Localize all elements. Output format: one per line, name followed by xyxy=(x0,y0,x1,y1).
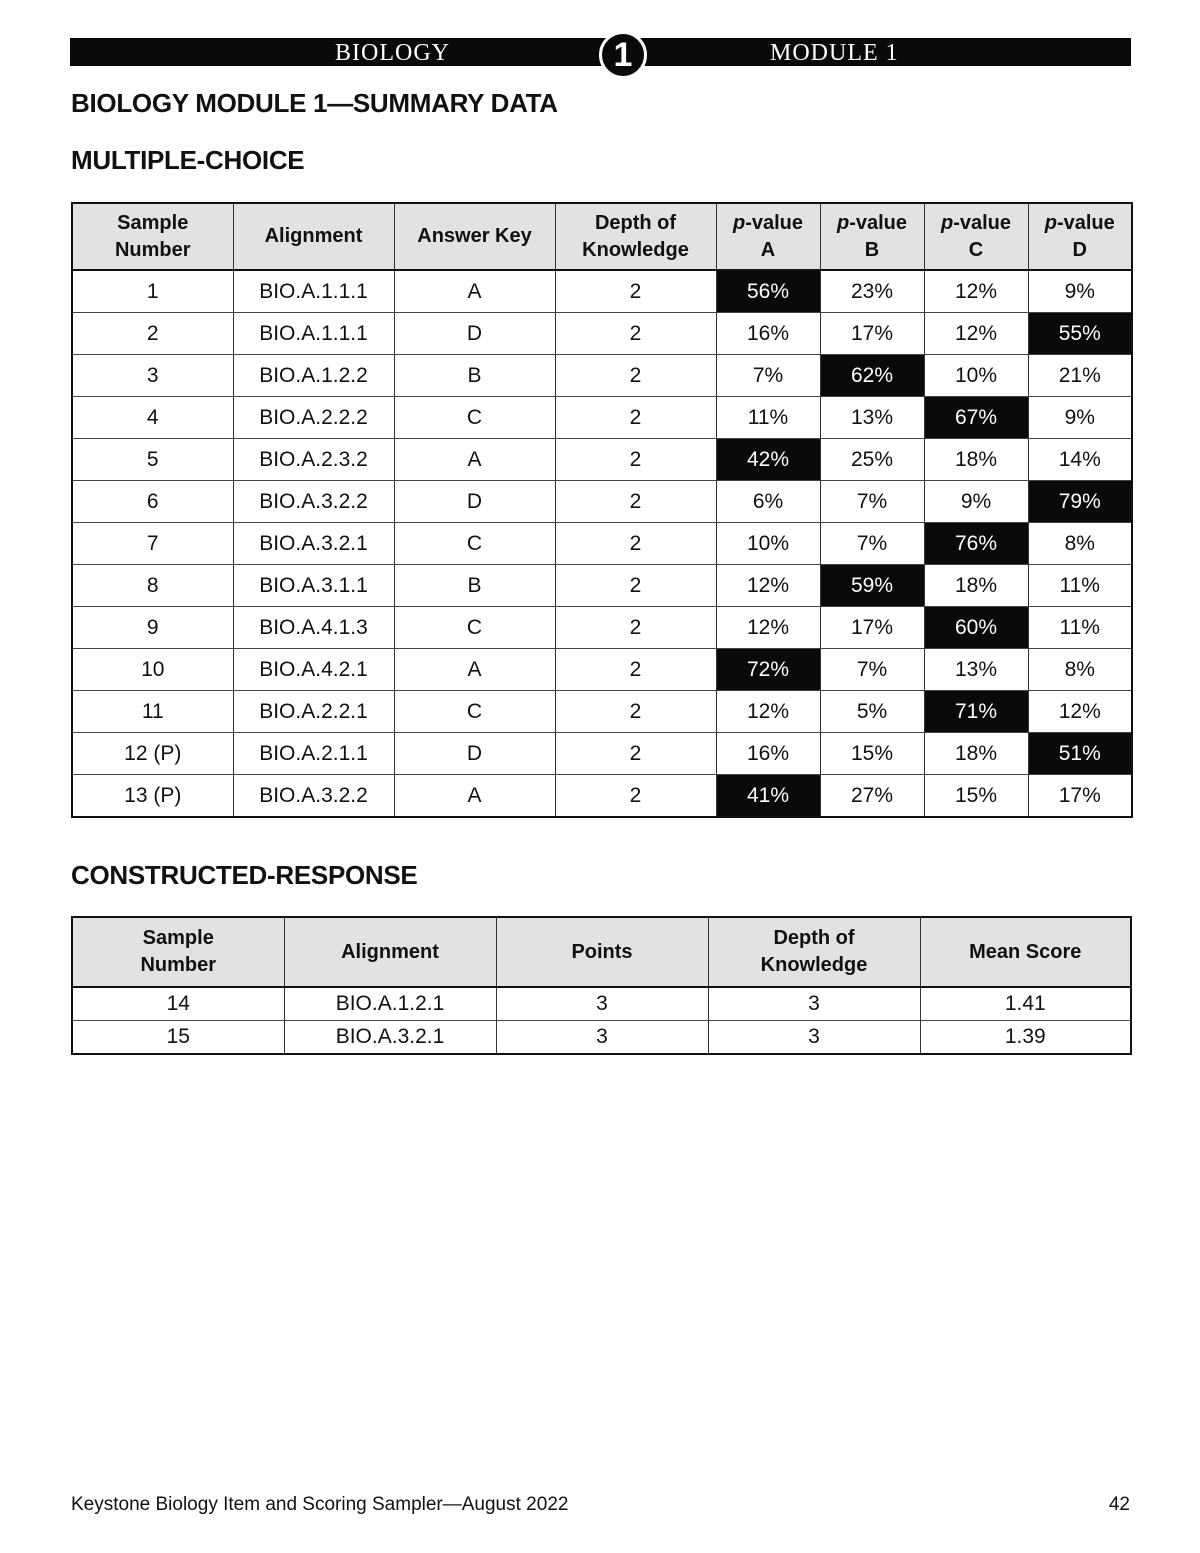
header-dok-line2: Knowledge xyxy=(582,238,689,261)
p-value-c-cell: 60% xyxy=(924,607,1028,649)
alignment-cell: BIO.A.3.2.1 xyxy=(233,523,394,565)
answer-key-cell: C xyxy=(394,523,555,565)
p-value-b-cell: 25% xyxy=(820,439,924,481)
p-value-d-cell: 17% xyxy=(1028,775,1132,818)
p-value-c-cell: 76% xyxy=(924,523,1028,565)
mc-table-row xyxy=(72,481,1132,523)
alignment-cell: BIO.A.1.2.2 xyxy=(233,355,394,397)
sample-number-cell: 4 xyxy=(72,397,233,439)
header-sample-line2: Number xyxy=(114,238,191,261)
answer-key-cell: C xyxy=(394,397,555,439)
p-letter-d: D xyxy=(1072,238,1087,261)
p-value-b-cell: 23% xyxy=(820,270,924,313)
page-number: 42 xyxy=(1108,1494,1130,1515)
header-p-value-a xyxy=(716,203,820,270)
cr-heading: CONSTRUCTED-RESPONSE xyxy=(71,860,418,890)
header-alignment: Alignment xyxy=(233,203,394,270)
mc-table-row xyxy=(72,355,1132,397)
p-value-b-cell: 13% xyxy=(820,397,924,439)
p-italic: p xyxy=(836,211,850,234)
sample-number-cell: 6 xyxy=(72,481,233,523)
p-letter-b: B xyxy=(864,238,880,261)
sample-number-cell: 10 xyxy=(72,649,233,691)
p-value-d-cell: 8% xyxy=(1028,649,1132,691)
constructed-response-table xyxy=(71,916,1132,1055)
alignment-cell: BIO.A.1.1.1 xyxy=(233,270,394,313)
p-value-d-cell: 55% xyxy=(1028,313,1132,355)
mc-table-row xyxy=(72,733,1132,775)
sample-number-cell: 11 xyxy=(72,691,233,733)
p-value-a-cell: 11% xyxy=(716,397,820,439)
header-p-value-b xyxy=(820,203,924,270)
p-word: -value xyxy=(953,211,1012,234)
answer-key-cell: D xyxy=(394,481,555,523)
p-value-a-cell: 16% xyxy=(716,733,820,775)
cr-sample-number-cell: 14 xyxy=(72,987,284,1021)
cr-header-alignment: Alignment xyxy=(284,917,496,987)
header-banner xyxy=(70,36,1131,74)
header-sample-line1: Sample xyxy=(117,211,189,234)
p-word: -value xyxy=(745,211,804,234)
p-value-b-cell: 27% xyxy=(820,775,924,818)
mc-table-row xyxy=(72,775,1132,818)
depth-of-knowledge-cell: 2 xyxy=(555,733,716,775)
cr-points-cell: 3 xyxy=(496,1021,708,1055)
cr-depth-of-knowledge-cell: 3 xyxy=(708,987,920,1021)
alignment-cell: BIO.A.2.1.1 xyxy=(233,733,394,775)
p-value-a-cell: 12% xyxy=(716,691,820,733)
p-word: -value xyxy=(1056,211,1115,234)
depth-of-knowledge-cell: 2 xyxy=(555,607,716,649)
p-value-c-cell: 10% xyxy=(924,355,1028,397)
header-dok-line1: Depth of xyxy=(594,211,677,234)
p-value-c-cell: 18% xyxy=(924,439,1028,481)
cr-header-row xyxy=(72,917,1131,987)
p-value-d-cell: 79% xyxy=(1028,481,1132,523)
p-value-c-cell: 18% xyxy=(924,733,1028,775)
multiple-choice-table xyxy=(71,202,1133,818)
cr-header-depth-of-knowledge xyxy=(708,917,920,987)
answer-key-cell: C xyxy=(394,607,555,649)
p-value-d-cell: 14% xyxy=(1028,439,1132,481)
p-value-b-cell: 15% xyxy=(820,733,924,775)
alignment-cell: BIO.A.2.2.2 xyxy=(233,397,394,439)
sample-number-cell: 2 xyxy=(72,313,233,355)
p-value-b-cell: 7% xyxy=(820,649,924,691)
depth-of-knowledge-cell: 2 xyxy=(555,691,716,733)
mc-table-row xyxy=(72,397,1132,439)
depth-of-knowledge-cell: 2 xyxy=(555,439,716,481)
answer-key-cell: B xyxy=(394,565,555,607)
answer-key-cell: A xyxy=(394,649,555,691)
banner-module: MODULE 1 xyxy=(770,40,899,66)
p-value-c-cell: 13% xyxy=(924,649,1028,691)
header-answer-key: Answer Key xyxy=(394,203,555,270)
p-value-b-cell: 7% xyxy=(820,523,924,565)
p-value-c-cell: 9% xyxy=(924,481,1028,523)
mc-table-row xyxy=(72,523,1132,565)
p-value-c-cell: 12% xyxy=(924,313,1028,355)
cr-mean-score-cell: 1.39 xyxy=(920,1021,1131,1055)
sample-number-cell: 1 xyxy=(72,270,233,313)
cr-points-cell: 3 xyxy=(496,987,708,1021)
answer-key-cell: B xyxy=(394,355,555,397)
p-value-a-cell: 42% xyxy=(716,439,820,481)
p-value-c-cell: 15% xyxy=(924,775,1028,818)
p-value-d-cell: 11% xyxy=(1028,607,1132,649)
depth-of-knowledge-cell: 2 xyxy=(555,649,716,691)
depth-of-knowledge-cell: 2 xyxy=(555,523,716,565)
mc-table-row xyxy=(72,607,1132,649)
p-value-a-cell: 12% xyxy=(716,607,820,649)
depth-of-knowledge-cell: 2 xyxy=(555,355,716,397)
p-value-a-cell: 7% xyxy=(716,355,820,397)
module-number-badge: 1 xyxy=(599,31,647,79)
p-value-d-cell: 51% xyxy=(1028,733,1132,775)
p-value-b-cell: 5% xyxy=(820,691,924,733)
p-value-a-cell: 41% xyxy=(716,775,820,818)
mc-table-row xyxy=(72,439,1132,481)
cr-sample-number-cell: 15 xyxy=(72,1021,284,1055)
p-value-b-cell: 62% xyxy=(820,355,924,397)
mc-header-row xyxy=(72,203,1132,270)
p-value-a-cell: 6% xyxy=(716,481,820,523)
p-italic: p xyxy=(940,211,954,234)
depth-of-knowledge-cell: 2 xyxy=(555,313,716,355)
cr-table-row xyxy=(72,987,1131,1021)
mc-table-row xyxy=(72,270,1132,313)
cr-depth-of-knowledge-cell: 3 xyxy=(708,1021,920,1055)
p-italic: p xyxy=(1044,211,1057,234)
p-value-d-cell: 12% xyxy=(1028,691,1132,733)
cr-alignment-cell: BIO.A.3.2.1 xyxy=(284,1021,496,1055)
answer-key-cell: A xyxy=(394,270,555,313)
p-value-d-cell: 21% xyxy=(1028,355,1132,397)
cr-table-row xyxy=(72,1021,1131,1055)
mc-table-row xyxy=(72,691,1132,733)
p-value-a-cell: 16% xyxy=(716,313,820,355)
p-value-c-cell: 71% xyxy=(924,691,1028,733)
alignment-cell: BIO.A.4.1.3 xyxy=(233,607,394,649)
answer-key-cell: D xyxy=(394,733,555,775)
p-value-d-cell: 9% xyxy=(1028,397,1132,439)
sample-number-cell: 5 xyxy=(72,439,233,481)
header-sample-number xyxy=(72,203,233,270)
cr-header-sample-line1: Sample xyxy=(142,927,214,949)
p-value-b-cell: 7% xyxy=(820,481,924,523)
alignment-cell: BIO.A.3.2.2 xyxy=(233,775,394,818)
cr-header-mean-score: Mean Score xyxy=(920,917,1131,987)
p-value-a-cell: 56% xyxy=(716,270,820,313)
p-value-c-cell: 67% xyxy=(924,397,1028,439)
p-value-b-cell: 17% xyxy=(820,607,924,649)
mc-table-row xyxy=(72,565,1132,607)
cr-header-dok-line1: Depth of xyxy=(773,927,855,949)
mc-table-row xyxy=(72,649,1132,691)
alignment-cell: BIO.A.4.2.1 xyxy=(233,649,394,691)
cr-alignment-cell: BIO.A.1.2.1 xyxy=(284,987,496,1021)
sample-number-cell: 3 xyxy=(72,355,233,397)
answer-key-cell: A xyxy=(394,439,555,481)
sample-number-cell: 7 xyxy=(72,523,233,565)
cr-header-sample-number xyxy=(72,917,284,987)
cr-header-points: Points xyxy=(496,917,708,987)
p-value-a-cell: 72% xyxy=(716,649,820,691)
depth-of-knowledge-cell: 2 xyxy=(555,481,716,523)
depth-of-knowledge-cell: 2 xyxy=(555,397,716,439)
sample-number-cell: 12 (P) xyxy=(72,733,233,775)
header-p-value-c xyxy=(924,203,1028,270)
mc-heading: MULTIPLE-CHOICE xyxy=(71,145,305,175)
p-letter-c: C xyxy=(968,238,984,261)
alignment-cell: BIO.A.3.2.2 xyxy=(233,481,394,523)
p-value-b-cell: 59% xyxy=(820,565,924,607)
p-value-d-cell: 8% xyxy=(1028,523,1132,565)
cr-header-dok-line2: Knowledge xyxy=(760,954,868,976)
depth-of-knowledge-cell: 2 xyxy=(555,565,716,607)
cr-mean-score-cell: 1.41 xyxy=(920,987,1131,1021)
depth-of-knowledge-cell: 2 xyxy=(555,775,716,818)
alignment-cell: BIO.A.2.3.2 xyxy=(233,439,394,481)
p-value-a-cell: 10% xyxy=(716,523,820,565)
p-value-d-cell: 9% xyxy=(1028,270,1132,313)
alignment-cell: BIO.A.2.2.1 xyxy=(233,691,394,733)
alignment-cell: BIO.A.3.1.1 xyxy=(233,565,394,607)
sample-number-cell: 9 xyxy=(72,607,233,649)
sample-number-cell: 8 xyxy=(72,565,233,607)
header-p-value-d xyxy=(1028,203,1132,270)
depth-of-knowledge-cell: 2 xyxy=(555,270,716,313)
alignment-cell: BIO.A.1.1.1 xyxy=(233,313,394,355)
cr-header-sample-line2: Number xyxy=(140,954,217,976)
footer-title: Keystone Biology Item and Scoring Sampler—August 2022 xyxy=(71,1494,569,1515)
answer-key-cell: C xyxy=(394,691,555,733)
p-word: -value xyxy=(849,211,908,234)
p-value-b-cell: 17% xyxy=(820,313,924,355)
banner-subject: BIOLOGY xyxy=(335,40,450,66)
p-value-c-cell: 12% xyxy=(924,270,1028,313)
sample-number-cell: 13 (P) xyxy=(72,775,233,818)
p-italic: p xyxy=(732,211,746,234)
p-value-d-cell: 11% xyxy=(1028,565,1132,607)
page-title: BIOLOGY MODULE 1—SUMMARY DATA xyxy=(71,88,558,118)
answer-key-cell: A xyxy=(394,775,555,818)
p-letter-a: A xyxy=(760,238,776,261)
mc-table-row xyxy=(72,313,1132,355)
p-value-a-cell: 12% xyxy=(716,565,820,607)
answer-key-cell: D xyxy=(394,313,555,355)
header-depth-of-knowledge xyxy=(555,203,716,270)
p-value-c-cell: 18% xyxy=(924,565,1028,607)
